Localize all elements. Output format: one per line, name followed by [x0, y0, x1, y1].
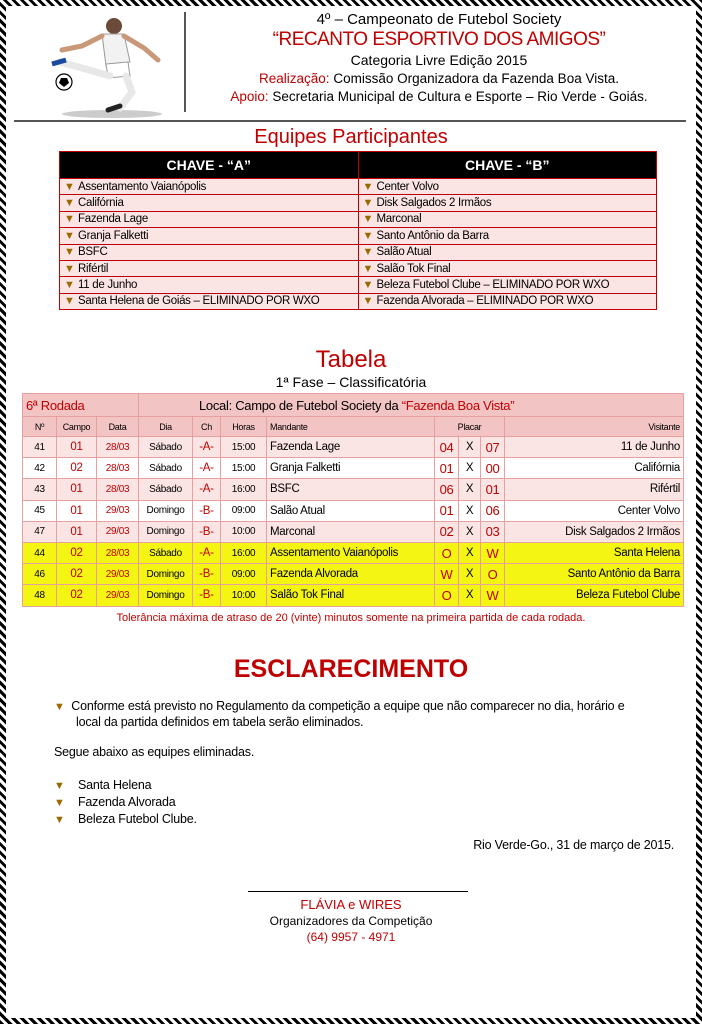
team-chave-a [60, 277, 359, 293]
team-chave-b [358, 244, 657, 260]
column-header: Campo [57, 417, 97, 437]
column-header: Ch [193, 417, 221, 437]
team-chave-b [358, 277, 657, 293]
table-row [23, 437, 684, 458]
cell-hora: 09:00 [221, 564, 267, 585]
cell-n: 46 [23, 564, 57, 585]
eliminated-team: Beleza Futebol Clube. [78, 812, 197, 826]
cell-dia: Domingo [139, 500, 193, 521]
team-chave-b [358, 211, 657, 227]
bullet-icon: ▼ [362, 295, 374, 308]
cell-mandante: Fazenda Alvorada [267, 564, 435, 585]
cell-p2: W [481, 542, 505, 563]
chave-a-header: CHAVE - “A” [60, 152, 359, 179]
team-name: Rifértil [78, 262, 109, 275]
cell-hora: 15:00 [221, 458, 267, 479]
team-name: Santa Helena de Goiás – ELIMINADO POR WXO [78, 295, 320, 308]
local-text: Local: Campo de Futebol Society da [199, 397, 402, 413]
cell-p1: 06 [435, 479, 459, 500]
header-line1: 4º – Campeonato de Futebol Society [316, 11, 562, 28]
apoio-label: Apoio: [230, 89, 269, 104]
rodada-label: 6ª Rodada [23, 394, 139, 417]
table-row [23, 500, 684, 521]
cell-x: X [459, 585, 481, 606]
team-name: Disk Salgados 2 Irmãos [376, 197, 492, 210]
column-header: Placar [435, 417, 505, 437]
column-header: Dia [139, 417, 193, 437]
cell-mandante: Fazenda Lage [267, 437, 435, 458]
teams-table [59, 151, 657, 310]
table-row [23, 564, 684, 585]
header-underline [14, 120, 686, 122]
team-name: Fazenda Alvorada – ELIMINADO POR WXO [376, 295, 594, 308]
cell-n: 45 [23, 500, 57, 521]
team-name: Assentamento Vaianópolis [78, 180, 207, 193]
bullet-icon: ▼ [54, 814, 65, 826]
header-apoio [194, 88, 684, 106]
cell-x: X [459, 479, 481, 500]
cell-data: 28/03 [97, 479, 139, 500]
cell-p1: W [435, 564, 459, 585]
cell-p2: 03 [481, 521, 505, 542]
bullet-icon: ▼ [64, 246, 75, 259]
cell-dia: Sábado [139, 479, 193, 500]
cell-p1: 02 [435, 521, 459, 542]
teams-row [60, 179, 657, 195]
cell-mandante: Assentamento Vaianópolis [267, 542, 435, 563]
header-text [194, 10, 684, 106]
team-chave-a [60, 195, 359, 211]
cell-p2: O [481, 564, 505, 585]
team-name: Beleza Futebol Clube – ELIMINADO POR WXO [376, 279, 610, 292]
cell-data: 29/03 [97, 500, 139, 521]
cell-mandante: Marconal [267, 521, 435, 542]
teams-row [60, 260, 657, 276]
bullet-icon: ▼ [362, 279, 374, 292]
header-divider [184, 12, 186, 112]
signature-names: FLÁVIA e WIRES [300, 897, 402, 912]
cell-p1: 04 [435, 437, 459, 458]
cell-ch: -B- [193, 521, 221, 542]
cell-n: 48 [23, 585, 57, 606]
cell-x: X [459, 458, 481, 479]
table-row [23, 542, 684, 563]
list-item [54, 777, 197, 794]
team-chave-b [358, 179, 657, 195]
team-name: Salão Tok Final [376, 262, 451, 275]
table-row [23, 521, 684, 542]
cell-visitante: Santa Helena [505, 542, 684, 563]
cell-mandante: Salão Tok Final [267, 585, 435, 606]
eliminated-team: Fazenda Alvorada [78, 795, 176, 809]
cell-ch: -B- [193, 585, 221, 606]
cell-campo: 01 [57, 521, 97, 542]
bullet-icon: ▼ [362, 180, 374, 193]
cell-dia: Domingo [139, 564, 193, 585]
cell-hora: 10:00 [221, 521, 267, 542]
date-line: Rio Verde-Go., 31 de março de 2015. [473, 838, 674, 852]
schedule-table [22, 393, 684, 607]
team-chave-a [60, 244, 359, 260]
cell-campo: 02 [57, 458, 97, 479]
team-name: Granja Falketti [78, 229, 149, 242]
bullet-icon: ▼ [64, 180, 75, 193]
cell-hora: 15:00 [221, 437, 267, 458]
cell-p2: 07 [481, 437, 505, 458]
team-chave-b [358, 260, 657, 276]
team-chave-a [60, 211, 359, 227]
team-name: Salão Atual [376, 246, 432, 259]
column-header: Mandante [267, 417, 435, 437]
bullet-icon: ▼ [362, 262, 374, 275]
tabela-subtitle: 1ª Fase – Classificatória [275, 374, 427, 390]
cell-ch: -B- [193, 564, 221, 585]
cell-n: 41 [23, 437, 57, 458]
team-chave-b [358, 195, 657, 211]
team-chave-b [358, 293, 657, 309]
team-name: 11 de Junho [78, 279, 138, 292]
bullet-icon: ▼ [362, 213, 374, 226]
cell-visitante: Rifértil [505, 479, 684, 500]
cell-mandante: Salão Atual [267, 500, 435, 521]
cell-data: 29/03 [97, 564, 139, 585]
signature-role: Organizadores da Competição [269, 914, 433, 928]
team-name: Califórnia [78, 197, 124, 210]
bullet-icon: ▼ [64, 262, 75, 275]
team-chave-a [60, 228, 359, 244]
team-name: Marconal [376, 213, 422, 226]
bullet-icon: ▼ [64, 295, 75, 308]
teams-row [60, 293, 657, 309]
cell-data: 28/03 [97, 542, 139, 563]
cell-hora: 09:00 [221, 500, 267, 521]
cell-campo: 01 [57, 437, 97, 458]
header-realizacao [194, 70, 684, 88]
cell-n: 44 [23, 542, 57, 563]
team-name: Center Volvo [376, 180, 439, 193]
bullet-icon: ▼ [54, 780, 65, 792]
table-row [23, 585, 684, 606]
realizacao-label: Realização: [259, 71, 330, 86]
signature-phone: (64) 9957 - 4971 [306, 930, 396, 944]
cell-ch: -A- [193, 458, 221, 479]
local-name: “Fazenda Boa Vista” [401, 397, 515, 413]
table-row [23, 458, 684, 479]
tolerance-note: Tolerância máxima de atraso de 20 (vinte) minutos somente na primeira partida de cada rodada. [116, 612, 586, 624]
header-line3: Categoria Livre Edição 2015 [350, 52, 528, 68]
segue-text: Segue abaixo as equipes eliminadas. [54, 745, 255, 759]
local-label [139, 394, 684, 417]
cell-visitante: 11 de Junho [505, 437, 684, 458]
cell-x: X [459, 521, 481, 542]
cell-n: 42 [23, 458, 57, 479]
cell-n: 43 [23, 479, 57, 500]
team-name: Santo Antônio da Barra [376, 229, 489, 242]
list-item [54, 811, 197, 828]
cell-campo: 01 [57, 500, 97, 521]
cell-mandante: Granja Falketti [267, 458, 435, 479]
cell-ch: -A- [193, 437, 221, 458]
chave-b-header: CHAVE - “B” [358, 152, 657, 179]
realizacao-value: Comissão Organizadora da Fazenda Boa Vista. [329, 71, 619, 86]
bullet-icon: ▼ [54, 701, 65, 713]
cell-dia: Domingo [139, 521, 193, 542]
team-name: Fazenda Lage [78, 213, 148, 226]
para1-line1: Conforme está previsto no Regulamento da competição a equipe que não comparecer no dia, horário e [71, 699, 625, 713]
cell-n: 47 [23, 521, 57, 542]
cell-dia: Sábado [139, 458, 193, 479]
team-chave-b [358, 228, 657, 244]
cell-data: 29/03 [97, 521, 139, 542]
column-header: Nº [23, 417, 57, 437]
signature-line [248, 891, 468, 892]
bullet-icon: ▼ [64, 229, 75, 242]
column-header: Visitante [505, 417, 684, 437]
tabela-title: Tabela [315, 346, 387, 373]
column-header: Data [97, 417, 139, 437]
cell-p2: 00 [481, 458, 505, 479]
bullet-icon: ▼ [64, 279, 75, 292]
cell-visitante: Califórnia [505, 458, 684, 479]
header-line2: “RECANTO ESPORTIVO DOS AMIGOS” [272, 29, 606, 50]
bullet-icon: ▼ [362, 197, 374, 210]
cell-data: 29/03 [97, 585, 139, 606]
teams-row [60, 277, 657, 293]
cell-p2: W [481, 585, 505, 606]
teams-row [60, 228, 657, 244]
cell-visitante: Disk Salgados 2 Irmãos [505, 521, 684, 542]
cell-dia: Domingo [139, 585, 193, 606]
cell-p1: 01 [435, 500, 459, 521]
header [14, 10, 688, 122]
cell-dia: Sábado [139, 542, 193, 563]
soccer-player-image [32, 12, 182, 120]
cell-data: 28/03 [97, 437, 139, 458]
cell-mandante: BSFC [267, 479, 435, 500]
cell-visitante: Center Volvo [505, 500, 684, 521]
cell-campo: 02 [57, 542, 97, 563]
cell-x: X [459, 437, 481, 458]
cell-p1: O [435, 542, 459, 563]
bullet-icon: ▼ [362, 229, 374, 242]
team-name: BSFC [78, 246, 108, 259]
teams-row [60, 211, 657, 227]
cell-p1: O [435, 585, 459, 606]
cell-ch: -A- [193, 479, 221, 500]
cell-campo: 01 [57, 479, 97, 500]
cell-hora: 10:00 [221, 585, 267, 606]
bullet-icon: ▼ [64, 197, 75, 210]
teams-title: Equipes Participantes [254, 126, 448, 148]
apoio-value: Secretaria Municipal de Cultura e Esporte – Rio Verde - Goiás. [268, 89, 648, 104]
bullet-icon: ▼ [64, 213, 75, 226]
para1-line2: local da partida definidos em tabela serão eliminados. [76, 715, 364, 729]
eliminated-team: Santa Helena [78, 778, 152, 792]
cell-hora: 16:00 [221, 479, 267, 500]
team-chave-a [60, 260, 359, 276]
cell-visitante: Santo Antônio da Barra [505, 564, 684, 585]
esclarecimento-title: ESCLARECIMENTO [233, 655, 469, 683]
cell-x: X [459, 500, 481, 521]
cell-ch: -B- [193, 500, 221, 521]
cell-p2: 06 [481, 500, 505, 521]
cell-hora: 16:00 [221, 542, 267, 563]
cell-campo: 02 [57, 585, 97, 606]
cell-dia: Sábado [139, 437, 193, 458]
bullet-icon: ▼ [362, 246, 374, 259]
bullet-icon: ▼ [54, 797, 65, 809]
cell-p2: 01 [481, 479, 505, 500]
cell-data: 28/03 [97, 458, 139, 479]
cell-p1: 01 [435, 458, 459, 479]
esclarecimento-para [54, 699, 624, 729]
cell-ch: -A- [193, 542, 221, 563]
cell-x: X [459, 564, 481, 585]
teams-row [60, 244, 657, 260]
cell-x: X [459, 542, 481, 563]
team-chave-a [60, 293, 359, 309]
column-header: Horas [221, 417, 267, 437]
cell-visitante: Beleza Futebol Clube [505, 585, 684, 606]
list-item [54, 794, 197, 811]
cell-campo: 02 [57, 564, 97, 585]
team-chave-a [60, 179, 359, 195]
eliminated-list [54, 777, 197, 828]
table-row [23, 479, 684, 500]
teams-row [60, 195, 657, 211]
